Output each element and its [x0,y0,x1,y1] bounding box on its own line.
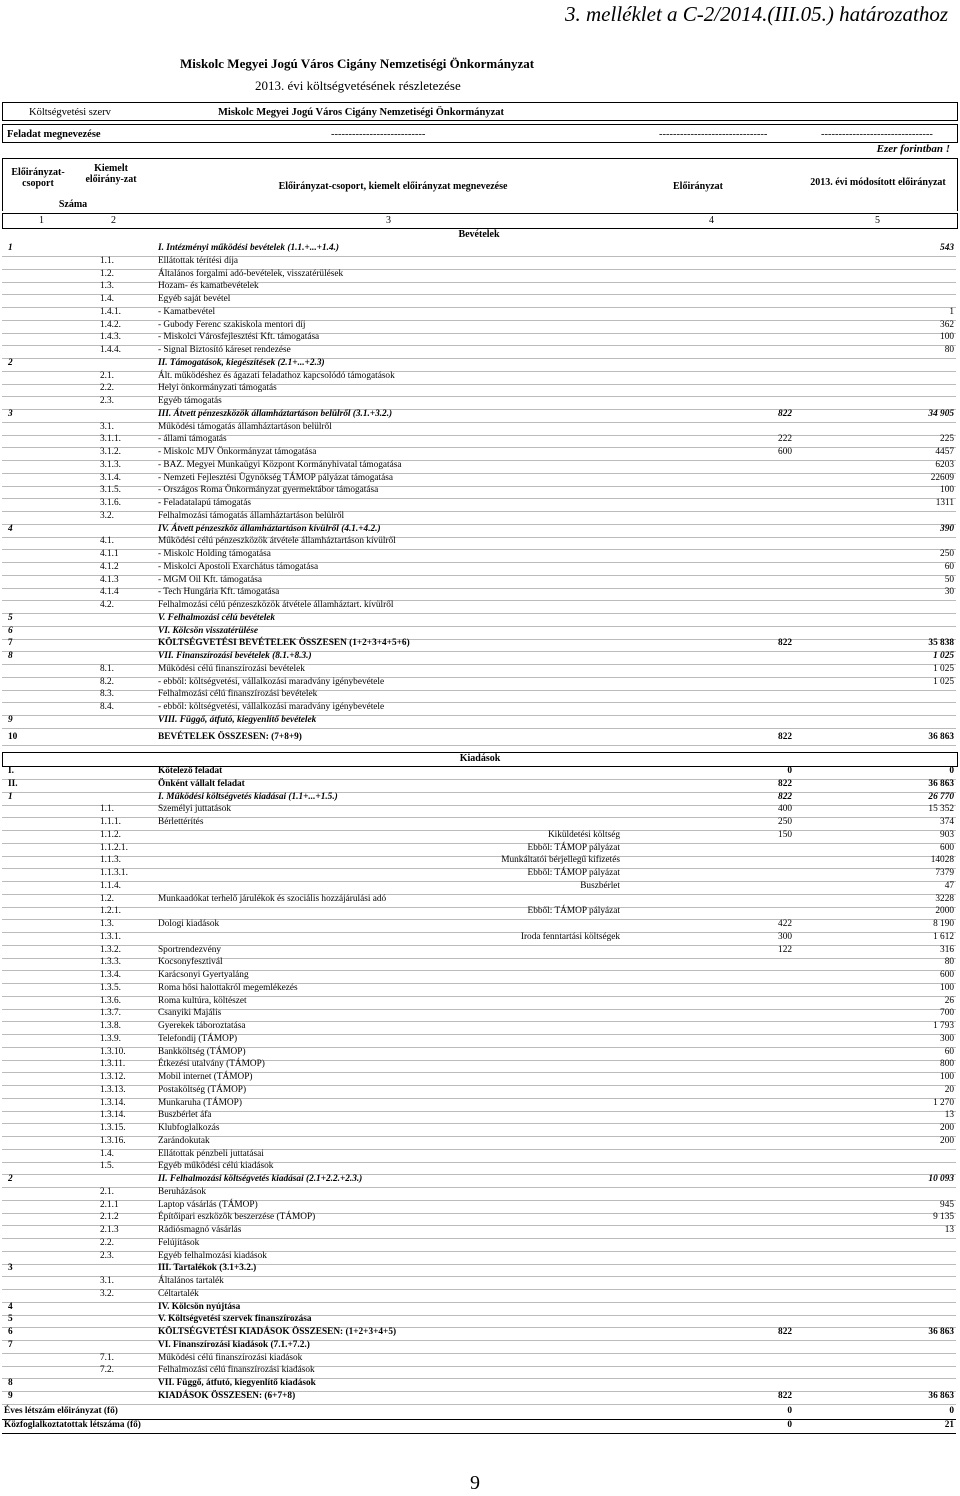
row-value: 822 [778,1390,792,1401]
row-sublabel: Ebből: TÁMOP pályázat [527,842,620,853]
row-group: 9 [8,1390,13,1401]
row-code: 3.1.3. [100,459,121,470]
row-code: 1.3.9. [100,1033,121,1044]
row-group: 6 [8,1327,13,1337]
column-header [2,158,958,211]
row-label: VI. Finanszírozási kiadások (7.1.+7.2.) [158,1339,310,1350]
row-modified: 250 [940,549,954,559]
row-modified: 22609 [930,472,954,483]
row-label: Munkaadókat terhelő járulékok és szociális hozzájárulási adó [158,893,387,904]
row-value: 822 [778,638,792,649]
row-modified: 26 [944,995,954,1006]
row-code: 1.3.4. [100,970,121,980]
row-code: 1.3.2. [100,944,121,955]
row-code: 2.1.2 [100,1212,119,1223]
row-code: 1.3.13. [100,1084,126,1095]
row-label: Ellátottak pénzbeli juttatásai [158,1148,264,1159]
row-label: IV. Kölcsön nyújtása [158,1301,241,1312]
row-group: I. [8,766,14,776]
document-title: 3. melléklet a C-2/2014.(III.05.) határozathoz [565,2,948,26]
row-label: Önként vállalt feladat [158,778,245,789]
row-modified: 60 [944,1046,954,1057]
col-num-1: 1 [39,215,44,226]
row-code: 1.1. [100,804,114,815]
row-label: Roma kultúra, költészet [158,995,247,1006]
row-label: Felhalmozási támogatás államháztartáson belülről [158,510,345,521]
row-code: 1.3. [100,281,114,292]
row-code: 1.3.14. [100,1110,126,1121]
row-label: Klubfoglalkozás [158,1123,220,1133]
row-label: Buszbérlet áfa [158,1110,212,1121]
row-modified: 36 863 [928,731,954,742]
row-modified: 903 [940,829,954,840]
row-code: 1.5. [100,1161,114,1172]
row-modified: 34 905 [928,408,954,419]
row-code: 1.3.12. [100,1072,126,1082]
row-label: VII. Finanszírozási bevételek (8.1.+8.3.) [158,651,312,661]
row-code: 3.1. [100,421,114,432]
row-modified: 362 [940,319,954,330]
letszam-value: 0 [787,1406,792,1416]
row-group: 2 [8,1174,13,1184]
row-modified: 35 838 [928,638,954,649]
row-value: 222 [778,434,792,445]
row-value: 400 [778,804,792,815]
row-group: 8 [8,1378,13,1388]
feladat-dash-2: ------------------------------- [659,129,768,140]
col-modositott: 2013. évi módosított előirányzat [810,177,946,188]
row-label: - Signal Biztosító káreset rendezése [158,345,291,355]
row-label: Működési célú finanszírozási kiadások [158,1352,303,1363]
row-code: 4.1.4 [100,587,119,598]
row-modified: 543 [940,243,954,253]
row-label: III. Átvett pénzeszközök államháztartáson belülről (3.1.+3.2.) [158,408,393,419]
row-modified: 700 [940,1008,954,1019]
row-modified: 1311 [935,498,954,508]
row-label: VII. Függő, átfutó, kiegyenlítő kiadások [158,1378,316,1388]
row-modified: 15 352 [928,804,954,815]
row-code: 1.4.3. [100,332,121,343]
row-label: - Gubody Ferenc szakiskola mentori díj [158,319,306,330]
row-modified: 7379 [935,868,954,878]
row-group: 9 [8,714,13,725]
row-modified: 36 863 [928,1390,954,1401]
row-code: 1.3.15. [100,1123,126,1133]
row-modified: 6203 [935,459,954,470]
row-value: 0 [787,766,792,776]
row-code: 3.1.1. [100,434,121,445]
row-code: 1.1.4. [100,880,121,891]
row-label: VI. Kölcsön visszatérülése [158,625,258,636]
row-code: 3.1.2. [100,447,121,457]
row-modified: 600 [940,842,954,853]
col-szama: Száma [58,199,88,210]
row-modified: 30 [944,587,954,598]
row-modified: 36 863 [928,1327,954,1337]
row-label: Roma hősi halottakról megemlékezés [158,982,298,993]
row-label: Általános forgalmi adó-bevételek, visszatérülések [158,268,344,279]
doc-subtitle: 2013. évi költségvetésének részletezése [255,78,461,93]
row-group: 6 [8,625,13,636]
row-group: 5 [8,1314,13,1325]
row-modified: 200 [940,1123,954,1133]
row-sublabel: Buszbérlet [580,880,620,891]
row-label: Mobil internet (TÁMOP) [158,1072,253,1082]
row-code: 1.3.3. [100,957,121,968]
row-sublabel: Iroda fenntartási költségek [520,931,620,942]
table-row [2,715,956,729]
row-label: - állami támogatás [158,434,227,445]
row-code: 4.1.3 [100,574,119,585]
row-label: Személyi juttatások [158,804,232,815]
row-code: 1.3.10. [100,1046,126,1057]
row-value: 122 [778,944,792,955]
row-modified: 374 [940,817,954,827]
row-label: Bérlettérítés [158,817,204,827]
row-code: 1.1.1. [100,817,121,827]
row-code: 3.1.4. [100,472,121,483]
feladat-dash-3: -------------------------------- [821,129,933,140]
row-group: 10 [8,731,18,742]
row-group: 4 [8,1301,13,1312]
row-modified: 800 [940,1059,954,1070]
row-label: KÖLTSÉGVETÉSI KIADÁSOK ÖSSZESEN: (1+2+3+4+5) [158,1327,397,1337]
row-modified: 60 [944,561,954,572]
row-label: Felhalmozási célú finanszírozási kiadások [158,1365,315,1376]
row-label: Felhalmozási célú pénzeszközök átvétele államháztart. kívülről [158,600,394,610]
row-label: Rádiósmagnó vásárlás [158,1225,242,1235]
row-code: 1.3.1. [100,931,121,942]
row-code: 2.1. [100,370,114,381]
row-code: 8.3. [100,689,114,700]
row-group: 2 [8,357,13,368]
row-code: 4.2. [100,600,114,610]
row-value: 822 [778,778,792,789]
row-modified: 1 793 [933,1021,954,1031]
row-label: - Országos Roma Önkormányzat gyermektábor támogatása [158,485,379,496]
row-code: 1.4.1. [100,306,121,317]
row-label: Sportrendezvény [158,944,221,955]
row-label: I. Működési költségvetés kiadásai (1.1+...+1.5.) [158,791,338,802]
row-code: 1.1.3. [100,855,121,866]
column-numbers [2,213,958,229]
row-code: 2.1. [100,1186,114,1197]
col-num-2: 2 [111,215,116,226]
row-label: Zarándokutak [158,1135,210,1146]
row-modified: 1 [949,306,954,317]
row-group: 3 [8,408,13,419]
row-value: 250 [778,817,792,827]
letszam-label: Éves létszám előirányzat (fő) [4,1406,118,1416]
row-sublabel: Ebből: TÁMOP pályázat [527,906,620,917]
row-modified: 4457 [935,447,954,457]
letszam-modified: 0 [949,1406,954,1416]
row-code: 4.1.2 [100,561,119,572]
row-modified: 100 [940,332,954,343]
row-label: VIII. Függő, átfutó, kiegyenlítő bevételek [158,714,317,725]
table-row [2,1391,956,1405]
row-label: Étkezési utalvány (TÁMOP) [158,1059,265,1070]
row-label: - Miskolci Apostoli Exarchátus támogatása [158,561,319,572]
row-code: 3.1.5. [100,485,121,496]
row-code: 1.4. [100,1148,114,1159]
row-modified: 47 [944,880,954,891]
row-code: 2.3. [100,1250,114,1261]
row-modified: 225 [940,434,954,445]
row-label: Munkaruha (TÁMOP) [158,1097,242,1108]
row-label: KIADÁSOK ÖSSZESEN: (6+7+8) [158,1390,296,1401]
letszam-value: 0 [787,1420,792,1430]
row-label: Beruházások [158,1186,207,1197]
col-num-4: 4 [709,215,714,226]
row-code: 1.2. [100,893,114,904]
row-modified: 26 770 [928,791,954,802]
row-code: 1.1.3.1. [100,868,128,878]
row-code: 1.3.11. [100,1059,126,1070]
row-label: Gyerekek táboroztatása [158,1021,246,1031]
row-code: 1.4.4. [100,345,121,355]
row-code: 4.1.1 [100,549,119,559]
org-name: Miskolc Megyei Jogú Város Cigány Nemzetiségi Önkormányzat [180,56,535,71]
row-modified: 1 025 [933,676,954,687]
row-label: Bankköltség (TÁMOP) [158,1046,246,1057]
page-number: 9 [470,1472,480,1494]
row-modified: 300 [940,1033,954,1044]
unit-note: Ezer forintban ! [876,143,950,155]
row-modified: 13 [944,1110,954,1121]
row-code: 1.1.2.1. [100,842,128,853]
row-label: I. Intézményi működési bevételek (1.1.+...+1.4.) [158,243,340,253]
row-label: - Kamatbevétel [158,306,216,317]
row-modified: 1 270 [933,1097,954,1108]
row-code: 3.2. [100,510,114,521]
row-value: 822 [778,1327,792,1337]
row-group: 7 [8,638,13,649]
feladat-label: Feladat megnevezése [7,129,101,140]
row-label: Laptop vásárlás (TÁMOP) [158,1199,258,1210]
row-code: 7.1. [100,1352,114,1363]
row-group: 1 [8,791,13,802]
row-code: 1.2. [100,268,114,279]
col-megnevezes: Előirányzat-csoport, kiemelt előirányzat megnevezése [278,181,508,192]
row-code: 2.2. [100,1237,114,1248]
row-label: Kocsonyfesztivál [158,957,223,968]
row-sublabel: Ebből: TÁMOP pályázat [527,868,620,878]
row-modified: 50 [944,574,954,585]
row-label: IV. Átvett pénzeszköz államháztartáson kívülről (4.1.+4.2.) [158,523,381,534]
row-label: Működési célú pénzeszközök átvétele államháztartáson kívülről [158,536,396,547]
row-label: BEVÉTELEK ÖSSZESEN: (7+8+9) [158,731,302,742]
row-modified: 1 025 [933,651,954,661]
row-label: - ebből: költségvetési, vállalkozási maradvány igénybevétele [158,702,385,712]
row-code: 1.3.5. [100,982,121,993]
ksz-row [2,102,958,121]
col-num-3: 3 [386,215,391,226]
letszam-row [2,1406,956,1420]
row-modified: 8 190 [933,919,954,929]
row-modified: 80 [944,345,954,355]
row-code: 1.3.16. [100,1135,126,1146]
row-value: 422 [778,919,792,929]
feladat-dash-1: --------------------------- [331,129,426,140]
row-label: - Tech Hungária Kft. támogatása [158,587,280,598]
row-code: 1.1. [100,255,114,266]
row-modified: 9 135 [933,1212,954,1223]
row-label: Felújítások [158,1237,200,1248]
feladat-row [2,124,958,143]
col-eloiranyzat-csoport: Előirányzat-csoport [11,167,65,189]
row-code: 2.3. [100,396,114,406]
row-group: 7 [8,1339,13,1350]
row-label: Működési célú finanszírozási bevételek [158,663,305,674]
row-modified: 600 [940,970,954,980]
row-label: Egyéb saját bevétel [158,294,231,304]
row-label: Postaköltség (TÁMOP) [158,1084,247,1095]
row-code: 7.2. [100,1365,114,1376]
row-code: 2.1.1 [100,1199,119,1210]
letszam-label: Közfoglalkoztatottak létszáma (fő) [4,1420,141,1430]
row-modified: 100 [940,1072,954,1082]
row-label: II. Támogatások, kiegészítések (2.1+...+2.3) [158,357,325,368]
row-label: Hozam- és kamatbevételek [158,281,259,292]
row-modified: 390 [940,523,954,534]
row-value: 822 [778,408,792,419]
row-group: 3 [8,1263,13,1274]
row-label: Csanyiki Majális [158,1008,222,1019]
row-value: 600 [778,447,792,457]
row-label: Felhalmozási célú finanszírozási bevételek [158,689,318,700]
row-label: Céltartalék [158,1288,199,1299]
row-code: 8.2. [100,676,114,687]
row-code: 1.2.1. [100,906,121,917]
row-code: 1.1.2. [100,829,121,840]
row-code: 1.3.14. [100,1097,126,1108]
row-label: Dologi kiadások [158,919,220,929]
row-group: 5 [8,612,13,623]
row-modified: 80 [944,957,954,968]
bevetelek-heading: Bevételek [458,229,500,240]
row-label: Egyéb működési célú kiadások [158,1161,274,1172]
row-group: 8 [8,651,13,661]
row-label: Építőipari eszközök beszerzése (TÁMOP) [158,1212,316,1223]
row-modified: 100 [940,485,954,496]
row-label: Egyéb támogatás [158,396,222,406]
row-label: Egyéb felhalmozási kiadások [158,1250,267,1261]
row-label: - Feladatalapú támogatás [158,498,251,508]
row-code: 2.2. [100,383,114,394]
col-num-5: 5 [875,215,880,226]
row-modified: 1 612 [933,931,954,942]
row-code: 1.3.7. [100,1008,121,1019]
row-label: Ált. működéshez és ágazati feladathoz kapcsolódó támogatások [158,370,395,381]
row-code: 3.1. [100,1276,114,1286]
row-label: III. Tartalékok (3.1+3.2.) [158,1263,257,1274]
row-label: - ebből: költségvetési, vállalkozási maradvány igénybevétele [158,676,385,687]
kiadasok-heading: Kiadások [2,752,958,767]
row-modified: 316 [940,944,954,955]
row-modified: 13 [944,1225,954,1235]
row-code: 8.4. [100,702,114,712]
ksz-label: Költségvetési szerv [29,107,111,118]
row-label: - Miskolc MJV Önkormányzat támogatása [158,447,317,457]
row-label: V. Felhalmozási célú bevételek [158,612,276,623]
row-label: Ellátottak térítési díja [158,255,239,266]
row-label: Karácsonyi Gyertyaláng [158,970,249,980]
row-modified: 200 [940,1135,954,1146]
row-modified: 20 [944,1084,954,1095]
row-modified: 10 093 [928,1174,954,1184]
row-group: II. [8,778,18,789]
row-label: - BAZ. Megyei Munkaügyi Központ Kormányhivatal támogatása [158,459,402,470]
table-row [2,732,956,746]
row-sublabel: Munkáltatói bérjellegű kifizetés [501,855,620,866]
col-kiemelt: Kiemelt előirány-zat [85,163,137,185]
row-label: V. Költségvetési szervek finanszírozása [158,1314,312,1325]
row-code: 3.2. [100,1288,114,1299]
row-code: 8.1. [100,663,114,674]
row-value: 150 [778,829,792,840]
letszam-row [2,1420,956,1434]
row-code: 1.3.8. [100,1021,121,1031]
row-code: 3.1.6. [100,498,121,508]
row-modified: 36 863 [928,778,954,789]
row-label: - Miskolci Városfejlesztési Kft. támogatása [158,332,320,343]
row-label: II. Felhalmozási költségvetés kiadásai (2.1+2.2.+2.3.) [158,1174,363,1184]
row-label: - MGM Oil Kft. támogatása [158,574,263,585]
row-modified: 945 [940,1199,954,1210]
row-label: Általános tartalék [158,1276,224,1286]
row-modified: 14028 [930,855,954,866]
col-eloiranyzat: Előirányzat [673,181,723,192]
row-label: Működési támogatás államháztartáson belülről [158,421,332,432]
row-code: 2.1.3 [100,1225,119,1235]
row-sublabel: Kiküldetési költség [547,829,620,840]
row-label: - Miskolc Holding támogatása [158,549,271,559]
row-code: 1.4. [100,294,114,304]
row-modified: 3228 [935,893,954,904]
row-code: 1.3.6. [100,995,121,1006]
row-modified: 100 [940,982,954,993]
row-modified: 2000 [935,906,954,917]
row-label: Helyi önkormányzati támogatás [158,383,277,394]
row-group: 4 [8,523,13,534]
row-value: 822 [778,731,792,742]
row-label: Telefondíj (TÁMOP) [158,1033,238,1044]
row-value: 300 [778,931,792,942]
row-label: Kötelező feladat [158,766,223,776]
letszam-modified: 21 [944,1420,954,1430]
row-code: 4.1. [100,536,114,547]
row-modified: 1 025 [933,663,954,674]
row-label: - Nemzeti Fejlesztési Ügynökség TÁMOP pályázat támogatása [158,472,393,483]
row-modified: 0 [949,766,954,776]
row-code: 1.3. [100,919,114,929]
ksz-value: Miskolc Megyei Jogú Város Cigány Nemzetiségi Önkormányzat [218,107,504,118]
row-value: 822 [778,791,792,802]
row-label: KÖLTSÉGVETÉSI BEVÉTELEK ÖSSZESEN (1+2+3+4+5+6) [158,638,410,649]
row-group: 1 [8,243,13,253]
row-code: 1.4.2. [100,319,121,330]
